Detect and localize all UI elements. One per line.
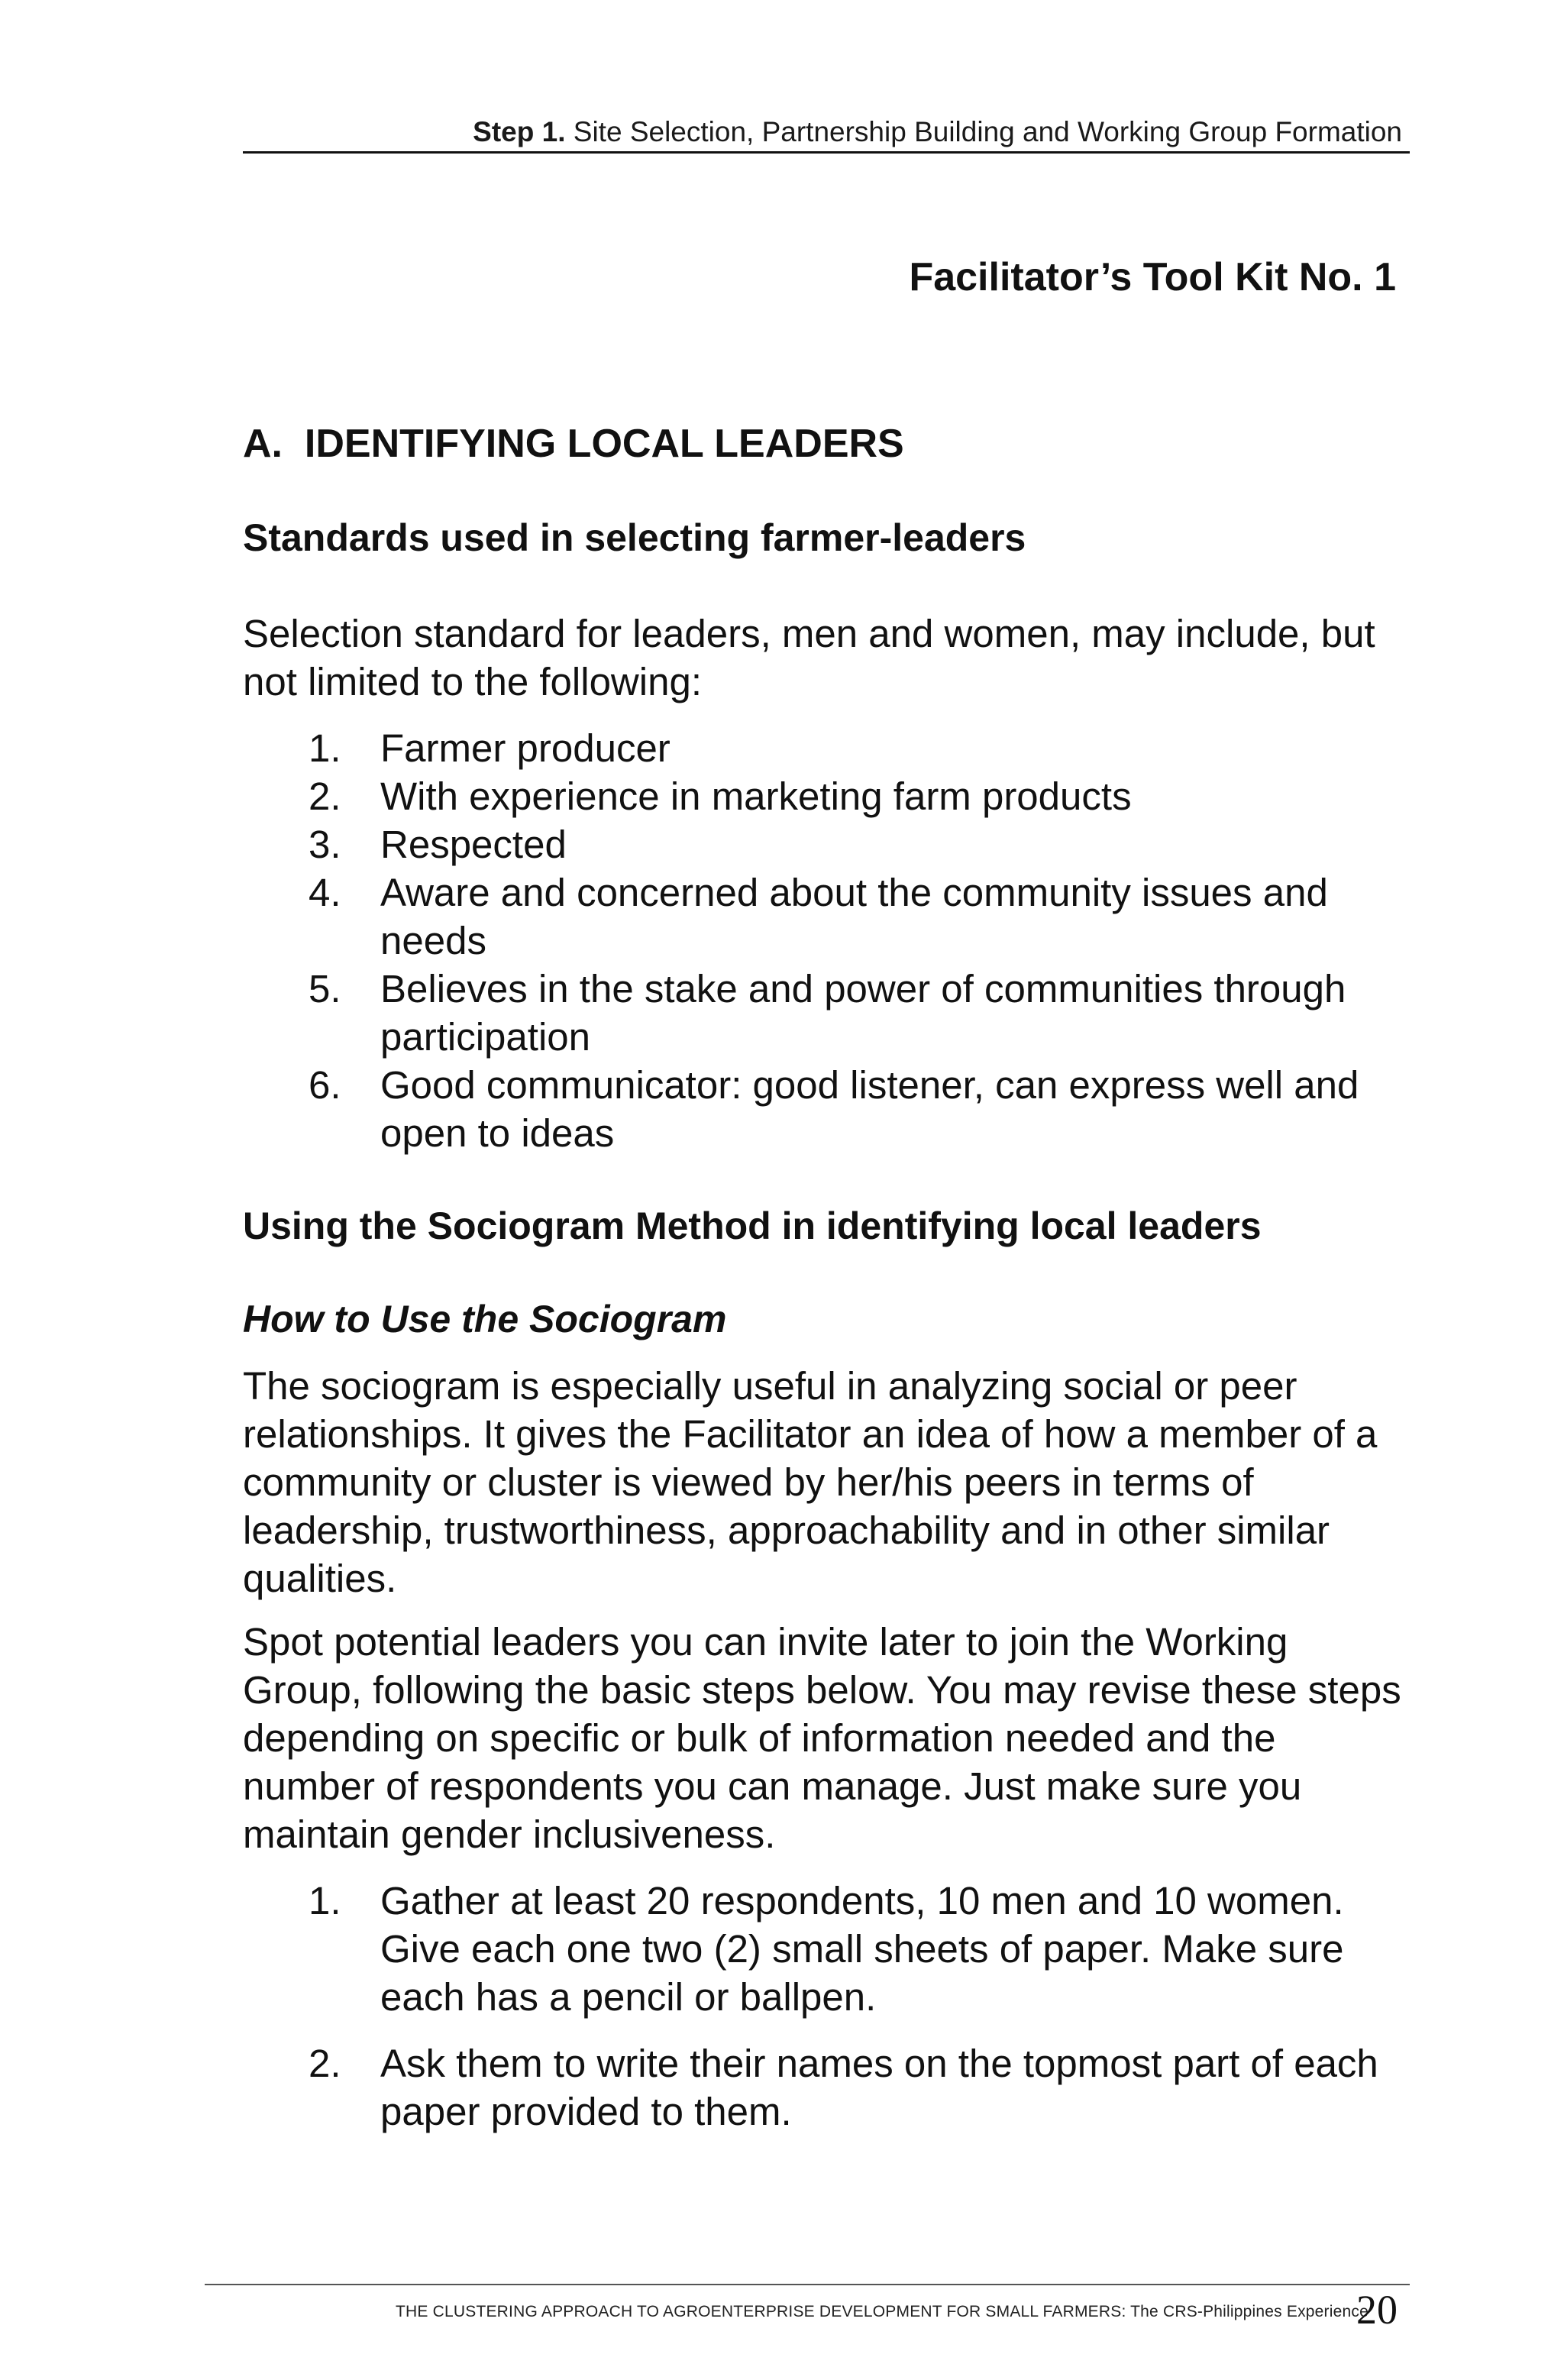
list-item xyxy=(243,772,1404,820)
toolkit-title: Facilitator’s Tool Kit No. 1 xyxy=(909,255,1396,299)
list-item-text: Good communicator: good listener, can express well and open to ideas xyxy=(380,1063,1359,1155)
list-item xyxy=(243,724,1404,772)
page-number: 20 xyxy=(1356,2287,1398,2333)
list-number: 1. xyxy=(309,1879,341,1922)
list-item-text: With experience in marketing farm products xyxy=(380,774,1132,818)
standards-list xyxy=(243,724,1404,1157)
howto-heading: How to Use the Sociogram xyxy=(243,1298,727,1340)
list-item xyxy=(243,1061,1404,1157)
list-item-text: Believes in the stake and power of communities through participation xyxy=(380,967,1346,1059)
list-item-text: Gather at least 20 respondents, 10 men and 10 women. Give each one two (2) small sheets of paper. Make sure each has a pencil or ballpen. xyxy=(380,1879,1344,2019)
standards-heading: Standards used in selecting farmer-leaders xyxy=(243,516,1026,559)
list-item xyxy=(243,1877,1404,2021)
main-content xyxy=(243,419,1404,2136)
sociogram-heading: Using the Sociogram Method in identifying local leaders xyxy=(243,1205,1262,1247)
list-number: 3. xyxy=(309,823,341,866)
list-number: 2. xyxy=(309,774,341,818)
list-number: 6. xyxy=(309,1063,341,1107)
steps-list xyxy=(243,1877,1404,2136)
list-item xyxy=(243,965,1404,1061)
list-item-text: Farmer producer xyxy=(380,726,671,770)
list-item-text: Ask them to write their names on the topmost part of each paper provided to them. xyxy=(380,2042,1378,2133)
list-number: 2. xyxy=(309,2042,341,2085)
list-number: 5. xyxy=(309,967,341,1011)
list-item-text: Aware and concerned about the community issues and needs xyxy=(380,871,1328,962)
running-header xyxy=(243,115,1410,153)
header-step-label: Step 1. xyxy=(473,116,566,147)
header-rule xyxy=(243,151,1410,154)
footer-rule xyxy=(205,2284,1410,2285)
howto-paragraph: Spot potential leaders you can invite later to join the Working Group, following the basic steps below. You may revise these steps depending on specific or bulk of information needed and the number of respondents you can manage. Just make sure you maintain gender inclusiveness. xyxy=(243,1620,1401,1856)
list-item xyxy=(243,820,1404,868)
list-item-text: Respected xyxy=(380,823,567,866)
list-number: 4. xyxy=(309,871,341,914)
list-item xyxy=(243,868,1404,965)
footer-book-title: THE CLUSTERING APPROACH TO AGROENTERPRISE DEVELOPMENT FOR SMALL FARMERS: The CRS-Philippines Experience xyxy=(396,2303,1368,2320)
standards-intro: Selection standard for leaders, men and women, may include, but not limited to the following: xyxy=(243,612,1375,703)
list-item xyxy=(243,2039,1404,2136)
list-number: 1. xyxy=(309,726,341,770)
section-heading: A. IDENTIFYING LOCAL LEADERS xyxy=(243,422,904,466)
running-header-text xyxy=(473,115,1402,150)
howto-paragraph: The sociogram is especially useful in analyzing social or peer relationships. It gives the Facilitator an idea of how a member of a community or cluster is viewed by her/his peers in terms of leadership, trustworthiness, approachability and in other similar qualities. xyxy=(243,1364,1378,1600)
header-section-title: Site Selection, Partnership Building and Working Group Formation xyxy=(573,116,1402,147)
